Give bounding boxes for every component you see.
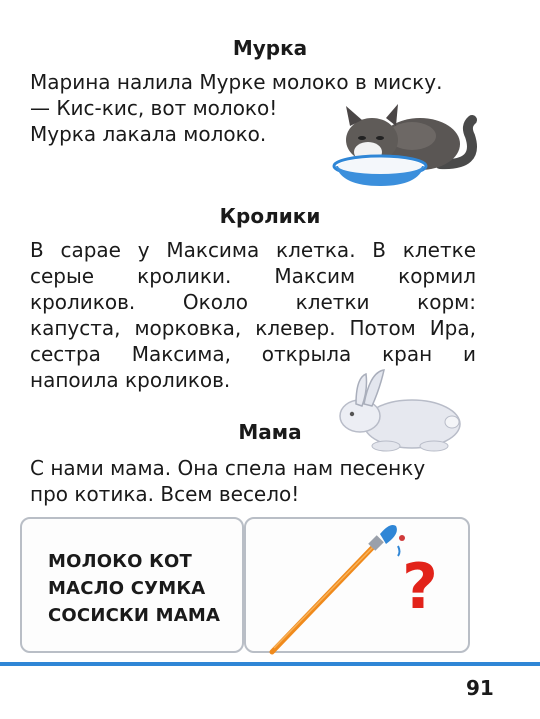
story-line: напоила кроликов. bbox=[30, 368, 231, 392]
word-row: МАСЛО СУМКА bbox=[48, 578, 206, 599]
story-line: Мурка лакала молоко. bbox=[30, 122, 267, 146]
story-line: С нами мама. Она спела нам песенку bbox=[30, 456, 426, 480]
story-line: сестра Максима, открыла кран и bbox=[30, 342, 476, 366]
story-line: Марина налила Мурке молоко в миску. bbox=[30, 70, 443, 94]
cat-illustration bbox=[320, 96, 490, 196]
story-title-kroliki: Кролики bbox=[219, 204, 321, 228]
question-mark: ? bbox=[402, 550, 438, 623]
story-line: про котика. Всем весело! bbox=[30, 482, 300, 506]
story-title-mama: Мама bbox=[238, 420, 302, 444]
paintbrush-icon bbox=[262, 524, 412, 658]
story-line: кроликов. Около клетки корм: bbox=[30, 290, 476, 314]
word-row: СОСИСКИ МАМА bbox=[48, 605, 221, 626]
story-line: — Кис-кис, вот молоко! bbox=[30, 96, 278, 120]
story-line: серые кролики. Максим кормил bbox=[30, 264, 476, 288]
word-row: МОЛОКО КОТ bbox=[48, 551, 193, 572]
page-number: 91 bbox=[466, 676, 494, 700]
story-title-murka: Мурка bbox=[232, 36, 308, 60]
bottom-rule bbox=[0, 662, 540, 666]
story-line: В сарае у Максима клетка. В клетке bbox=[30, 238, 476, 262]
story-line: капуста, морковка, клевер. Потом Ира, bbox=[30, 316, 476, 340]
